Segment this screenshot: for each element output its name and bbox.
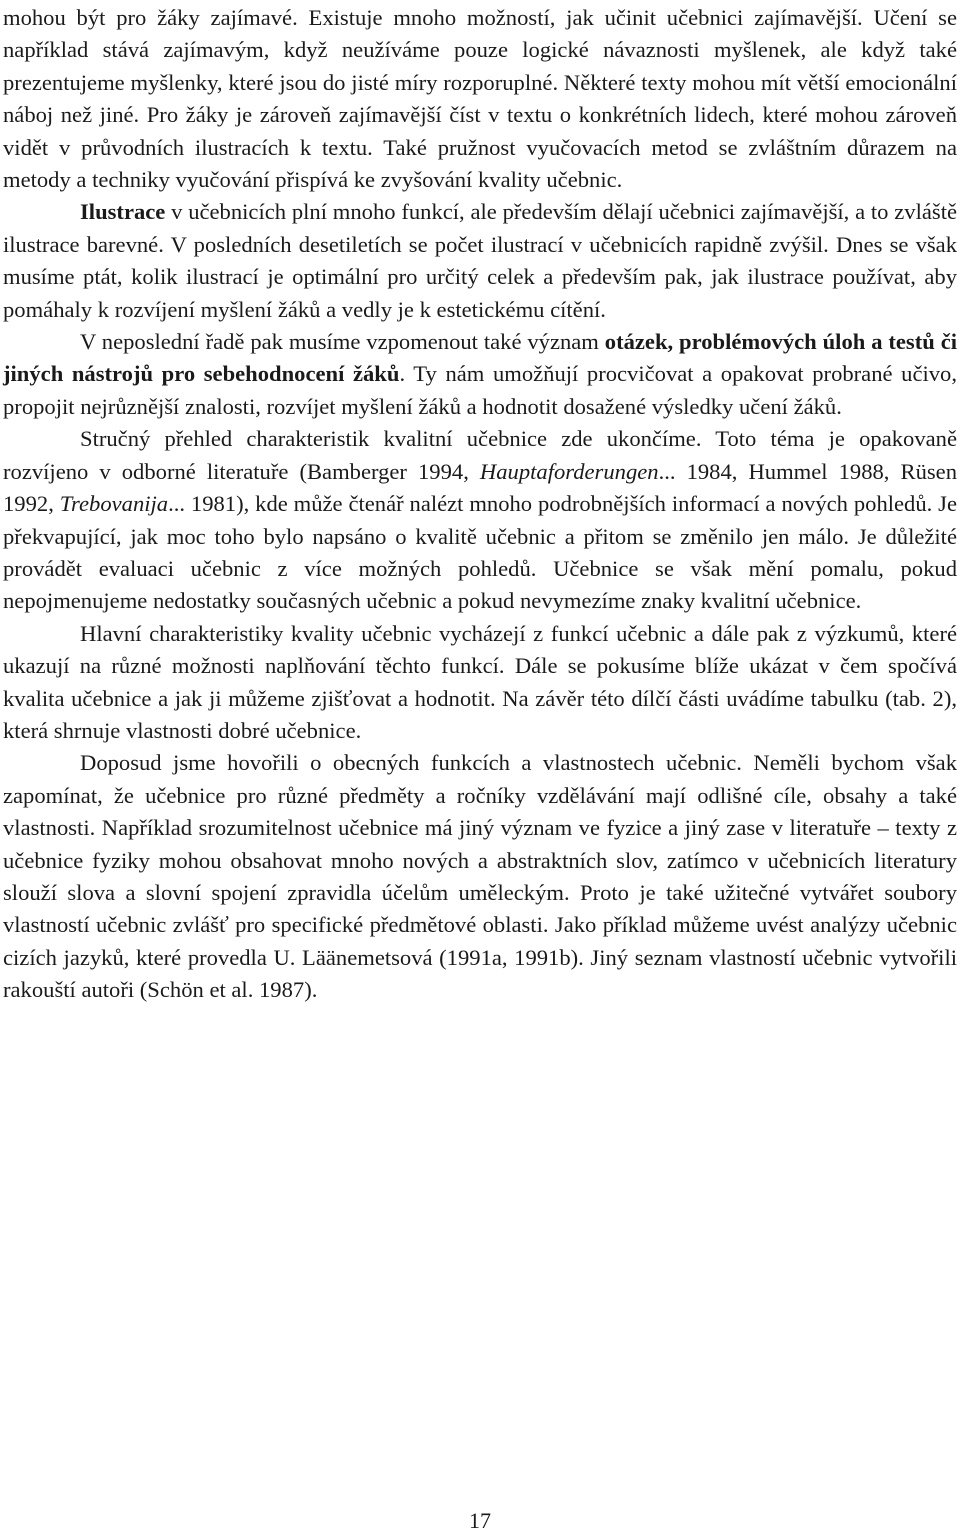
paragraph <box>3 2 957 196</box>
paragraph <box>3 326 957 423</box>
italic-title: Trebovanija <box>59 491 169 517</box>
paragraph <box>3 618 957 748</box>
text-run: Stručný přehled charakteristik kvalitní učebnice zde ukončíme. Toto téma je opakovaně rozvíjeno v odborné literatuře (Bamberger 1994, <box>3 426 957 484</box>
paragraph <box>3 196 957 326</box>
paragraph <box>3 747 957 1006</box>
bold-term: otázek, problémových úloh a testů či jiných nástrojů pro sebehodnocení žáků <box>3 329 958 387</box>
text-run: mohou být pro žáky zajímavé. Existuje mnoho možností, jak učinit učebnici zajímavější. Učení se například stává zajímavým, když neužíváme pouze logické návaznosti myšlenek, ale když také prezentujeme myšlenky, které jsou do jisté míry rozporuplné. Některé texty mohou mít větší emocionální náboj než jiné. Pro žáky je zároveň zajímavější číst v textu o konkrétních lidech, které mohou zároveň vidět v průvodních ilustracích k textu. Také pružnost vyučovacích metod se zvláštním důrazem na metody a techniky vyučování přispívá ke zvyšování kvality učebnic. <box>3 5 957 193</box>
body-text <box>3 2 957 1007</box>
italic-title: Hauptaforderungen <box>479 458 659 484</box>
text-run: Doposud jsme hovořili o obecných funkcích a vlastnostech učebnic. Neměli bychom však zapomínat, že učebnice pro různé předměty a ročníky vzdělávání mají odlišné cíle, obsahy a také vlastnosti. Například srozumitelnost učebnice má jiný význam ve fyzice a jiný zase v literatuře – texty z učebnice fyziky mohou obsahovat mnoho nových a abstraktních slov, zatímco v učebnicích literatury slouží slova a slovní spojení zpravidla účelům uměleckým. Proto je také užitečné vytvářet soubory vlastností učebnic zvlášť pro specifické předmětové oblasti. Jako příklad můžeme uvést analýzy učebnic cizích jazyků, které provedla U. Läänemetsová (1991a, 1991b). Jiný seznam vlastností učebnic vytvořili rakouští autoři (Schön et al. 1987). <box>3 750 957 1003</box>
bold-term: Ilustrace <box>80 199 166 225</box>
text-run: V neposlední řadě pak musíme vzpomenout také význam <box>80 329 605 355</box>
text-run: . Ty nám umožňují procvičovat a opakovat probrané učivo, propojit nejrůznější znalosti, rozvíjet myšlení žáků a hodnotit dosažené výsledky učení žáků. <box>3 361 957 419</box>
text-run: ... 1984, Hummel 1988, Rüsen 1992, <box>3 458 958 517</box>
text-run: Hlavní charakteristiky kvality učebnic vycházejí z funkcí učebnic a dále pak z výzkumů, které ukazují na různé možnosti naplňování těchto funkcí. Dále se pokusíme blíže ukázat v čem spočívá kvalita učebnice a jak ji můžeme zjišťovat a hodnotit. Na závěr této dílčí části uvádíme tabulku (tab. 2), která shrnuje vlastnosti dobré učebnice. <box>3 620 957 743</box>
text-run: ... 1981), kde může čtenář nalézt mnoho podrobnějších informací a nových pohledů. Je překvapující, jak moc toho bylo napsáno o kvalitě učebnic a přitom se změnilo jen málo. Je důležité provádět evaluaci učebnic z více možných pohledů. Učebnice se však mění pomalu, pokud nepojmenujeme nedostatky současných učebnic a pokud nevymezíme znaky kvalitní učebnice. <box>3 491 957 614</box>
text-run: v učebnicích plní mnoho funkcí, ale především dělají učebnici zajímavější, a to zvláště ilustrace barevné. V posledních desetiletích se počet ilustrací v učebnicích rapidně zvýšil. Dnes se však musíme ptát, kolik ilustrací je optimální pro určitý celek a především pak, jak ilustrace používat, aby pomáhaly k rozvíjení myšlení žáků a vedly je k estetickému cítění. <box>3 199 957 322</box>
paragraph <box>3 423 957 617</box>
page-number: 17 <box>469 1508 491 1533</box>
